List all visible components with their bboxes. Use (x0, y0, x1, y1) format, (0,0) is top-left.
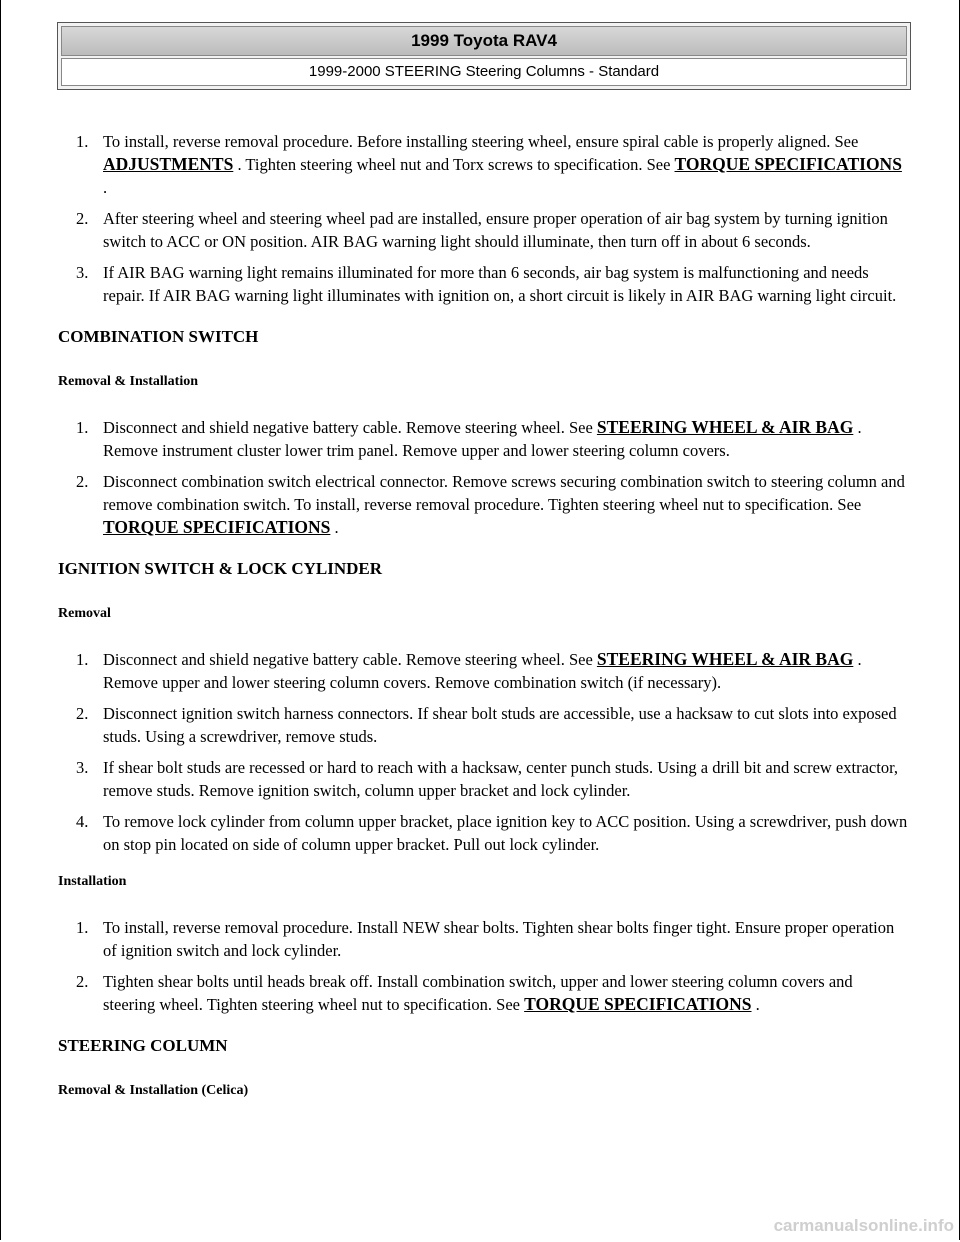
step-number: 3. (76, 758, 89, 777)
list-item (58, 416, 908, 462)
step-text: . (103, 178, 108, 197)
step-text: To install, reverse removal procedure. Before installing steering wheel, ensure spiral cable is properly aligned. See (103, 132, 859, 151)
cross-reference-link[interactable]: TORQUE SPECIFICATIONS (524, 994, 752, 1014)
subheading-removal-installation: Removal & Installation (58, 374, 198, 389)
step-number: 3. (76, 263, 89, 282)
list-item (58, 470, 908, 539)
subheading-removal: Removal (58, 606, 111, 621)
list-item (58, 702, 908, 748)
step-number: 1. (76, 418, 89, 437)
cross-reference-link[interactable]: TORQUE SPECIFICATIONS (674, 154, 902, 174)
list-item (58, 970, 908, 1016)
intro-steps (58, 130, 908, 307)
cross-reference-link[interactable]: ADJUSTMENTS (103, 154, 234, 174)
step-text: . Remove upper and lower steering column covers. Remove combination switch (if necessary). (103, 650, 862, 692)
step-text: . (751, 995, 760, 1014)
ignition-installation-steps (58, 916, 908, 1016)
step-number: 2. (76, 472, 89, 491)
step-text: To remove lock cylinder from column upper bracket, place ignition key to ACC position. Using a screwdriver, push down on stop pin located on side of column upper bracket. Pull out lock cylinder. (103, 812, 908, 854)
subheading-installation: Installation (58, 874, 127, 889)
step-number: 1. (76, 918, 89, 937)
list-item (58, 756, 908, 802)
step-text: . (330, 518, 339, 537)
step-number: 1. (76, 132, 89, 151)
section-heading-ignition-switch: IGNITION SWITCH & LOCK CYLINDER (58, 559, 382, 578)
header-subtitle: 1999-2000 STEERING Steering Columns - Standard (61, 58, 907, 86)
cross-reference-link[interactable]: STEERING WHEEL & AIR BAG (596, 417, 854, 437)
step-text: Disconnect combination switch electrical connector. Remove screws securing combination switch to steering column and remove combination switch. To install, reverse removal procedure. Tighten steering wheel nut to specification. See (103, 472, 905, 514)
section-heading-steering-column: STEERING COLUMN (58, 1036, 228, 1055)
cross-reference-link[interactable]: TORQUE SPECIFICATIONS (103, 517, 331, 537)
cross-reference-link[interactable]: STEERING WHEEL & AIR BAG (596, 649, 854, 669)
list-item (58, 261, 908, 307)
list-item (58, 648, 908, 694)
list-item (58, 916, 908, 962)
document-body (58, 130, 908, 1125)
list-item (58, 130, 908, 199)
document-header (57, 22, 911, 90)
step-text: Tighten shear bolts until heads break off. Install combination switch, upper and lower steering column covers and steering wheel. Tighten steering wheel nut to specification. See (103, 972, 853, 1014)
step-text: After steering wheel and steering wheel pad are installed, ensure proper operation of air bag system by turning ignition switch to ACC or ON position. AIR BAG warning light should illuminate, then turn off in about 6 seconds. (103, 209, 888, 251)
step-text: If shear bolt studs are recessed or hard to reach with a hacksaw, center punch studs. Using a drill bit and screw extractor, remove studs. Remove ignition switch, column upper bracket and lock cylinder. (103, 758, 899, 800)
step-number: 4. (76, 812, 89, 831)
step-text: Disconnect ignition switch harness connectors. If shear bolt studs are accessible, use a hacksaw to cut slots into exposed studs. Using a screwdriver, remove studs. (103, 704, 897, 746)
subheading-removal-installation-celica: Removal & Installation (Celica) (58, 1083, 249, 1098)
ignition-removal-steps (58, 648, 908, 856)
step-text: . Tighten steering wheel nut and Torx screws to specification. See (233, 155, 675, 174)
combination-switch-steps (58, 416, 908, 539)
step-text: Disconnect and shield negative battery cable. Remove steering wheel. See (103, 650, 597, 669)
step-number: 2. (76, 209, 89, 228)
step-text: To install, reverse removal procedure. Install NEW shear bolts. Tighten shear bolts finger tight. Ensure proper operation of ignition switch and lock cylinder. (103, 918, 895, 960)
step-text: . Remove instrument cluster lower trim panel. Remove upper and lower steering column covers. (103, 418, 862, 460)
list-item (58, 810, 908, 856)
watermark: carmanualsonline.info (773, 1216, 954, 1235)
step-number: 2. (76, 972, 89, 991)
step-number: 1. (76, 650, 89, 669)
step-number: 2. (76, 704, 89, 723)
section-heading-combination-switch: COMBINATION SWITCH (58, 327, 259, 346)
step-text: If AIR BAG warning light remains illuminated for more than 6 seconds, air bag system is malfunctioning and needs repair. If AIR BAG warning light illuminates with ignition on, a short circuit is likely in AIR BAG warning light circuit. (103, 263, 897, 305)
step-text: Disconnect and shield negative battery cable. Remove steering wheel. See (103, 418, 597, 437)
list-item (58, 207, 908, 253)
header-title: 1999 Toyota RAV4 (61, 26, 907, 56)
